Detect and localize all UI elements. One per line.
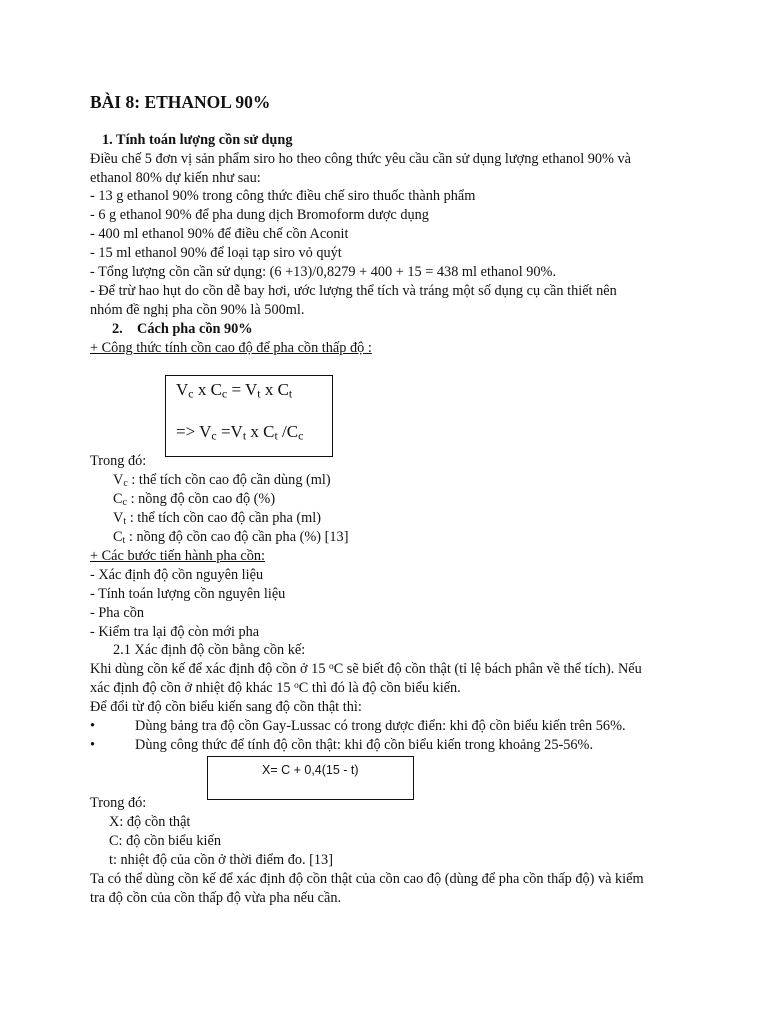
formula-line-1: $V_c$ x $C_c = V_t$ x $C_t$	[176, 380, 293, 401]
bullet-item: Dùng bảng tra độ cồn Gay-Lussac có trong dược điển: khi độ cồn biểu kiến trên 56%.	[135, 718, 626, 734]
section-1-heading: 1. Tính toán lượng cồn sử dụng	[102, 132, 293, 148]
list-item: - Tổng lượng cồn cần sử dụng: (6 +13)/0,8279 + 400 + 15 = 438 ml ethanol 90%.	[90, 264, 557, 280]
bullet-item: Dùng công thức để tính độ cồn thật: khi độ cồn biểu kiến trong khoảng 25-56%.	[135, 737, 594, 753]
definition-line: C: độ cồn biểu kiến	[109, 833, 221, 849]
paragraph-line: Để đổi từ độ cồn biểu kiến sang độ cồn thật thì:	[90, 699, 362, 715]
step-item: - Tính toán lượng cồn nguyên liệu	[90, 586, 286, 602]
list-item: - 400 ml ethanol 90% để điều chế cồn Aconit	[90, 226, 349, 242]
step-item: - Xác định độ cồn nguyên liệu	[90, 567, 264, 583]
paragraph-line: ethanol 80% dự kiến như sau:	[90, 170, 261, 186]
bullet-icon: •	[90, 737, 96, 753]
paragraph-line: - Để trừ hao hụt do cồn dễ bay hơi, ước lượng thể tích và tráng một số dụng cụ cần thiết nên	[90, 283, 617, 299]
step-item: - Pha cồn	[90, 605, 144, 621]
paragraph-line: Khi dùng cồn kế để xác định độ cồn ở 15 $^o$C sẽ biết độ cồn thật (tỉ lệ bách phân về thể tích). Nếu	[90, 661, 642, 677]
paragraph-line: nhóm đề nghị pha cồn 90% là 500ml.	[90, 302, 305, 318]
list-item: - 6 g ethanol 90% để pha dung dịch Bromoform dược dụng	[90, 207, 429, 223]
definition-line: $C_c$ : nồng độ cồn cao độ (%)	[113, 491, 276, 508]
bullet-icon: •	[90, 718, 96, 734]
paragraph-line: Điều chế 5 đơn vị sản phẩm siro ho theo công thức yêu cầu cần sử dụng lượng ethanol 90% và	[90, 151, 632, 167]
subsection-heading: 2.1 Xác định độ cồn bằng cồn kế:	[113, 642, 306, 658]
definition-line: $V_c$ : thể tích cồn cao độ cần dùng (ml)	[113, 472, 331, 489]
formula-line-2: => $V_c =V_t$ x $C_t$ $/C_c$	[176, 422, 304, 443]
step-item: - Kiểm tra lại độ còn mới pha	[90, 624, 260, 640]
definition-line: $V_t$ : thể tích cồn cao độ cần pha (ml)	[113, 510, 322, 527]
list-item: - 13 g ethanol 90% trong công thức điều chế siro thuốc thành phẩm	[90, 188, 476, 204]
page-title: BÀI 8: ETHANOL 90%	[90, 92, 271, 112]
section-2-number: 2.	[112, 321, 123, 337]
formula-2: X= C + 0,4(15 - t)	[262, 763, 359, 777]
list-item: - 15 ml ethanol 90% để loại tạp siro vỏ quýt	[90, 245, 342, 261]
section-2-heading: Cách pha cồn 90%	[137, 321, 253, 337]
paragraph-line: Ta có thể dùng cồn kế để xác định độ cồn thật của cồn cao độ (dùng để pha cồn thấp độ) và kiểm	[90, 871, 644, 887]
where-label: Trong đó:	[90, 795, 147, 811]
definition-line: t: nhiệt độ của cồn ở thời điểm đo. [13]	[109, 852, 333, 868]
definition-line: $C_t$ : nồng độ cồn cao độ cần pha (%) [13]	[113, 529, 349, 546]
definition-line: X: độ cồn thật	[109, 814, 191, 830]
paragraph-line: xác định độ cồn ở nhiệt độ khác 15 $^o$C thì đó là độ cồn biểu kiến.	[90, 680, 461, 696]
formula-intro: + Công thức tính cồn cao độ để pha cồn thấp độ :	[90, 340, 372, 356]
paragraph-line: tra độ cồn của cồn thấp độ vừa pha nếu cần.	[90, 890, 342, 906]
where-label: Trong đó:	[90, 453, 147, 469]
steps-heading: + Các bước tiến hành pha cồn:	[90, 548, 266, 564]
